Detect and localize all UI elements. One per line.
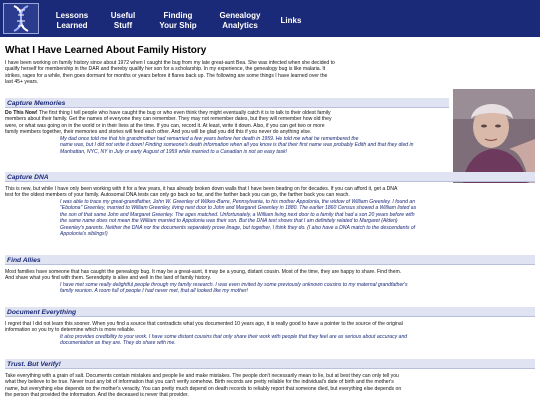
section-heading-text: Capture Memories <box>7 99 66 107</box>
section-heading-find-allies <box>5 255 535 265</box>
text-line: Greenley's parents. Neither the DNA nor the documents separately prove linage, but together, I think they do. (I also have a DNA match to the descendants of <box>60 224 416 231</box>
allies-paragraph <box>5 269 401 282</box>
text-line: name was, but I did not write it down! Finding someone's death information when all you know is that their first name was probably Edith and that they died in <box>60 142 414 149</box>
section-heading-text: Find Allies <box>7 256 41 264</box>
text-line: I regret that I did not learn this sooner. When you find a source that contradicts what you documented 10 years ago, it is really good to have a pointer to the source of the original <box>5 321 403 327</box>
nav-item-line1: Genealogy <box>219 11 261 20</box>
text-line: documentation as they are. They do share with me. <box>60 340 176 347</box>
nav-item-line2: Stuff <box>113 21 133 30</box>
text-line: family reunion. A room full of people I had never met, that all looked like my mother! <box>60 288 248 295</box>
section-heading-document-everything <box>5 307 535 317</box>
text-line: I was able to trace my great-grandfather, John W. Greenley of Wilkes-Barre, Pennsylvania, to his mother Appolonia, the widow of William Greenley. I found an <box>60 199 416 205</box>
text-line: "Ebolona" Greenley, married to William Greenley, living next door to John and Margaret Greenley in 1880. The earlier 1860 Census showed a William listed as <box>60 205 417 212</box>
text-line: last 45+ years. <box>5 79 39 86</box>
section-heading-capture-memories <box>5 98 449 108</box>
text-line: Most families have someone that has caught the genealogy bug. It may be a great-aunt, it may be a young, distant cousin. Most of the time, they are happy to share. Find them. <box>5 269 402 275</box>
trust-paragraph <box>5 373 401 399</box>
text-line: the person that provided the information. And the deceased is never that provider. <box>5 392 189 399</box>
main-content <box>0 37 540 405</box>
text-line: what they believe to be true. Never trust any bit of information that you can't verify somehow. Birth records are pretty reliable for the individual's date of birth and the mother's <box>5 379 394 386</box>
text-line: family members together, their memories and stories will feed each other. And you will be glad you did this if you never do anything else. <box>5 129 312 136</box>
text-line: I have met some really delightful people through my family research. I was even invited by some previously unknown cousins to my maternal grandfather's <box>60 282 408 288</box>
nav-item-line2: Your Ship <box>159 21 197 30</box>
nav-finding-your-ship[interactable] <box>156 11 200 31</box>
text-line: Manhattan, NYC, NY in July or early August of 1959 while married to a Canadian is not an easy task! <box>60 148 288 155</box>
top-nav-bar <box>0 0 540 37</box>
text-line: I have been working on family history since about 1972 when I caught the bug from my late great-aunt Bea. She was infected when she decided to <box>5 60 335 66</box>
text-line: members about their family. Get the names of everyone they can remember. They may not remember dates, but they will remember how old they <box>5 116 332 123</box>
intro-paragraph <box>5 60 335 86</box>
nav-item-line1: Useful <box>110 11 136 20</box>
nav-item-line2: Learned <box>56 21 88 30</box>
text-line: qualify herself for membership in the DAR and thereby qualify her son for a scholarship. In my experience, the genealogy bug is like malaria. It <box>5 66 326 73</box>
text-line: It also provides credibility to your work. I have some distant cousins that only share their work with people that they feel are as serious about accuracy and <box>60 334 408 340</box>
document-paragraph <box>5 321 403 334</box>
text-run: The first thing I tell people who have caught the bug or who even think they might eventually catch it is to talk to their oldest family <box>37 110 331 116</box>
nav-item-line2: Analytics <box>222 21 258 30</box>
text-line: Take everything with a grain of salt. Documents contain mistakes and people lie and make mistakes. The people don't necessarily mean to lie, but at best they can only tell you <box>5 373 399 379</box>
nav-useful-stuff[interactable] <box>103 11 143 31</box>
text-line: were, or what was going on in the world or in their lives at the time. If you can, record it. At least, write it down. Also, if you can get two or more <box>5 122 325 129</box>
dna-paragraph <box>5 186 397 199</box>
nav-item-line1: Links <box>280 16 302 25</box>
text-line: the son of that same John and Margaret Greenley. The ages matched. Unfortunately, a William living next door to a family that had a son 20 years before with <box>60 211 415 218</box>
section-heading-text: Trust. But Verify! <box>7 360 61 368</box>
document-quote <box>60 334 407 347</box>
dna-logo-icon[interactable] <box>3 3 39 34</box>
text-line: My dad once told me that his grandmother had remarried a few years before her death in 1959. He told me what he remembered the <box>60 136 359 142</box>
nav-item-line1: Lessons <box>55 11 89 20</box>
section-heading-text: Capture DNA <box>7 173 49 181</box>
portrait-photo <box>453 89 535 183</box>
text-line: This is new, but while I have only been working with it for a few years, it has already broken down walls that I have been beating on for decades. If you can afford it, get a DNA <box>5 186 398 192</box>
nav-links[interactable] <box>276 16 306 26</box>
text-line: name, but everything else depends on the mother's veracity. You can pretty much depend on death records to reliably report that someone died, but everything else depends on <box>5 385 402 392</box>
section-heading-text: Document Everything <box>7 308 77 316</box>
dna-quote <box>60 199 416 237</box>
page-title: What I Have Learned About Family History <box>5 45 207 56</box>
text-line: Appolonia's siblings!) <box>60 231 108 238</box>
text-line: strikes, rages for a while, then goes dormant for months or years before it flares back up. The following are some things I have learned over the <box>5 72 328 79</box>
text-line: the same name does not mean the William married to Appolonia was their son. But the DNA test shows that I am definitely related to Margaret (Alden) <box>60 218 398 225</box>
nav-item-line1: Finding <box>163 11 193 20</box>
text-line: And share what you find with them. Serendipity is alive and well in the land of family history. <box>5 275 212 282</box>
allies-quote <box>60 282 408 295</box>
lead-text: Do This Now! <box>5 110 38 116</box>
nav-lessons-learned[interactable] <box>52 11 92 31</box>
text-line: test for the oldest members of your family. Autosomal DNA tests can only go back so far, and the farther back you can go, the farther back you can reach. <box>5 192 350 199</box>
text-line: information so you try to determine which is more reliable. <box>5 327 136 334</box>
memories-paragraph <box>5 110 332 136</box>
section-heading-trust-but-verify <box>5 359 535 369</box>
memories-quote <box>60 136 413 155</box>
nav-genealogy-analytics[interactable] <box>214 11 266 31</box>
section-heading-capture-dna <box>5 172 535 182</box>
